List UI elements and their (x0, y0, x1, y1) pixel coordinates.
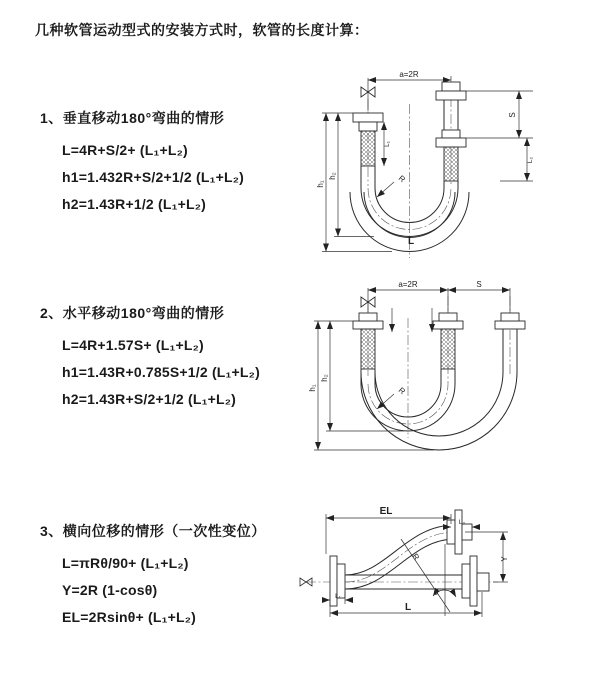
dim-label-h2: h₂ (328, 172, 337, 180)
dim-label-l1: L₁ (384, 141, 391, 147)
page-title: 几种软管运动型式的安装方式时，软管的长度计算： (35, 22, 369, 38)
dim-label-h1: h₁ (316, 180, 325, 188)
dim-label-s: S (476, 280, 482, 289)
section-3 (40, 521, 266, 631)
dim-label-el: EL (379, 506, 393, 517)
dim-label-length: L (404, 602, 412, 613)
formula-line: Y=2R (1-cosθ) (62, 582, 158, 598)
dim-label-l2: L₂ (527, 156, 534, 164)
dim-label-span: a=2R (398, 280, 418, 289)
dim-label-radius: R (396, 385, 407, 397)
dim-label-radius: R (396, 173, 407, 185)
diagram-horizontal-180-bend (304, 276, 592, 456)
section-1 (40, 108, 244, 218)
formula-line: L=4R+1.57S+ (L₁+L₂) (62, 337, 204, 353)
formula-line: L=πRθ/90+ (L₁+L₂) (62, 555, 189, 571)
formula-line: h1=1.43R+0.785S+1/2 (L₁+L₂) (62, 364, 260, 380)
dim-label-y: Y (500, 556, 509, 562)
formula-line: h2=1.43R+S/2+1/2 (L₁+L₂) (62, 391, 237, 407)
dim-label-radius: R (410, 551, 422, 562)
dim-label-theta: θ (433, 588, 439, 597)
formula-line: EL=2Rsinθ+ (L₁+L₂) (62, 609, 197, 625)
dim-label-h2: h₂ (320, 374, 329, 382)
formula-line: h1=1.432R+S/2+1/2 (L₁+L₂) (62, 169, 244, 185)
formula-line: L=4R+S/2+ (L₁+L₂) (62, 142, 188, 158)
section-1-heading: 1、垂直移动180°弯曲的情形 (40, 110, 225, 126)
dim-label-l2: L₂ (458, 519, 466, 526)
formula-line: h2=1.43R+1/2 (L₁+L₂) (62, 196, 207, 212)
dim-label-length: L (407, 236, 415, 247)
section-2-formulas (62, 332, 260, 413)
section-1-formulas (62, 137, 244, 218)
section-2 (40, 303, 260, 413)
dim-label-h1: h₁ (308, 384, 317, 392)
dim-label-l1: L₁ (335, 593, 341, 600)
section-3-formulas (62, 550, 266, 631)
diagram-vertical-180-bend (312, 66, 584, 261)
diagram-lateral-displacement (298, 494, 594, 654)
section-3-heading: 3、横向位移的情形（一次性变位） (40, 523, 266, 539)
section-2-heading: 2、水平移动180°弯曲的情形 (40, 305, 225, 321)
dim-label-s: S (508, 112, 517, 118)
dim-label-span: a=2R (399, 70, 419, 79)
